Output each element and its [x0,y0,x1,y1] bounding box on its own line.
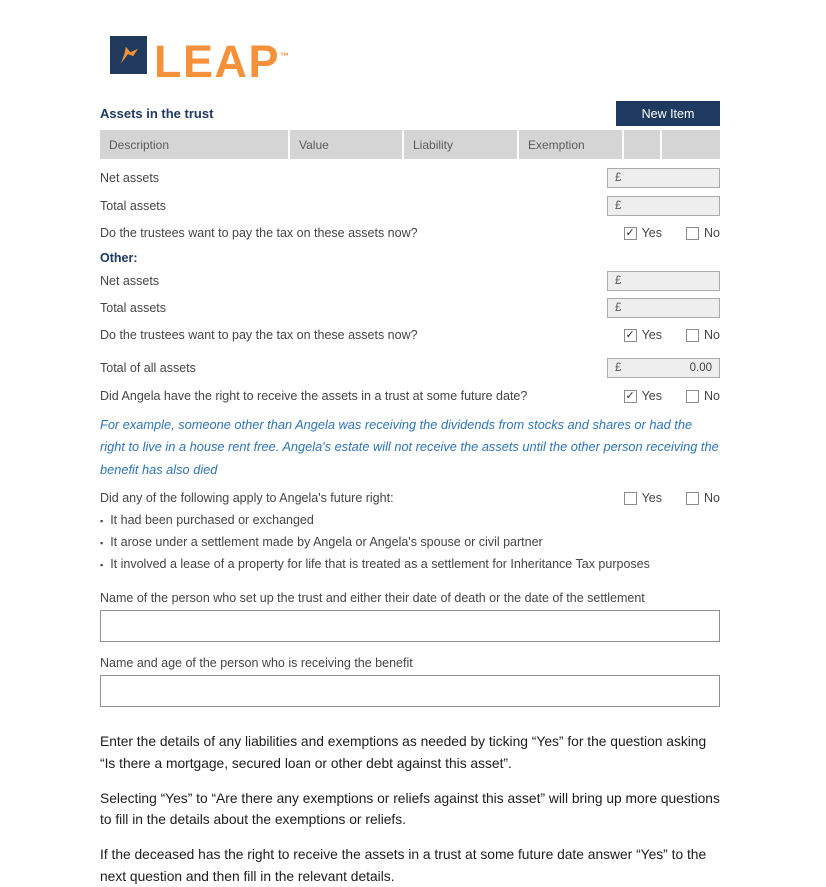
apply-no-checkbox[interactable] [686,492,699,505]
currency-symbol: £ [615,172,622,184]
example-note: For example, someone other than Angela was receiving the dividends from stocks and shares or had the right to live in a house rent free. Angela's estate will not receive the assets until the other person receiving the benefit has also died [100,417,719,477]
other-tax-yes-checkbox[interactable] [624,329,637,342]
other-tax-no-checkbox[interactable] [686,329,699,342]
other-tax-yes-option[interactable] [624,328,662,342]
future-date-question-row [100,389,720,403]
trust-tax-yes-checkbox[interactable] [624,227,637,240]
apply-yes-checkbox[interactable] [624,492,637,505]
settlor-name-input[interactable] [100,610,720,642]
bullet-icon: ▪ [100,516,104,527]
trust-tax-question-row [100,226,720,240]
other-net-assets-row [100,271,720,291]
trust-tax-yes-option[interactable] [624,226,662,240]
list-item: ▪ It involved a lease of a property for life that is treated as a settlement for Inheritance Tax purposes [100,557,650,572]
no-label: No [704,389,720,403]
yes-label: Yes [641,389,663,403]
settlor-name-label: Name of the person who set up the trust and either their date of death or the date of the settlement [100,591,645,606]
leap-logo-mark [110,36,147,74]
currency-symbol: £ [615,275,622,287]
currency-symbol: £ [615,302,622,314]
future-right-apply-question-row [100,491,720,505]
total-all-assets-label: Total of all assets [100,361,196,375]
other-tax-no-option[interactable] [686,328,720,342]
column-header-blank-1 [624,130,660,159]
future-date-no-checkbox[interactable] [686,390,699,403]
future-date-yes-option[interactable] [624,389,662,403]
trust-tax-no-option[interactable] [686,226,720,240]
net-assets-label: Net assets [100,171,160,185]
apply-no-option[interactable] [686,491,720,505]
other-total-assets-input[interactable] [607,298,720,318]
no-label: No [704,328,720,342]
tax-question-label: Do the trustees want to pay the tax on these assets now? [100,328,418,342]
column-header-description: Description [100,130,288,159]
no-label: No [704,491,720,506]
list-item: ▪ It had been purchased or exchanged [100,513,314,528]
yes-label: Yes [641,491,663,506]
beneficiary-name-input[interactable] [100,675,720,707]
bullet-icon: ▪ [100,538,104,549]
yes-label: Yes [641,226,663,240]
trust-total-assets-row [100,196,720,216]
other-tax-question-row [100,328,720,342]
tax-question-label: Do the trustees want to pay the tax on these assets now? [100,226,418,240]
leap-logo [110,36,826,87]
help-paragraph: Selecting “Yes” to “Are there any exemptions or reliefs against this asset” will bring up more questions to fill in the details about the exemptions or reliefs. [100,790,720,828]
bullet-icon: ▪ [100,560,104,571]
trust-total-assets-input[interactable] [607,196,720,216]
currency-symbol: £ [615,200,622,212]
leap-logo-text: LEAP™ [154,36,290,87]
net-assets-label: Net assets [100,274,160,288]
total-assets-label: Total assets [100,301,167,315]
leap-kangaroo-icon [115,42,142,69]
future-date-question-label: Did Angela have the right to receive the assets in a trust at some future date? [100,389,528,403]
section-title: Assets in the trust [100,106,214,121]
help-paragraph: If the deceased has the right to receive the assets in a trust at some future date answer “Yes” to the next question and then fill in the relevant details. [100,847,707,884]
other-section-heading: Other: [100,251,138,265]
other-total-assets-row [100,298,720,318]
currency-symbol: £ [615,362,622,374]
trust-net-assets-input[interactable] [607,168,720,188]
total-all-assets-row [100,358,720,378]
apply-question-label: Did any of the following apply to Angela's future right: [100,491,394,506]
column-header-liability: Liability [404,130,517,159]
total-all-assets-value: 0.00 [689,362,712,374]
new-item-button[interactable]: New Item [616,101,720,126]
help-paragraph: Enter the details of any liabilities and exemptions as needed by ticking “Yes” for the question asking “Is there a mortgage, secured loan or other debt against this asset”. [100,734,707,771]
list-item: ▪ It arose under a settlement made by Angela or Angela's spouse or civil partner [100,535,543,550]
column-header-value: Value [290,130,402,159]
beneficiary-name-label: Name and age of the person who is receiving the benefit [100,656,413,671]
future-date-no-option[interactable] [686,389,720,403]
trust-tax-no-checkbox[interactable] [686,227,699,240]
trust-net-assets-row [100,168,720,188]
apply-yes-option[interactable] [624,491,662,505]
trademark-symbol: ™ [280,51,290,61]
no-label: No [704,226,720,240]
assets-section-header [100,101,720,126]
future-date-yes-checkbox[interactable] [624,390,637,403]
yes-label: Yes [641,328,663,342]
other-net-assets-input[interactable] [607,271,720,291]
column-header-exemption: Exemption [519,130,622,159]
total-all-assets-input[interactable] [607,358,720,378]
total-assets-label: Total assets [100,199,167,213]
assets-table-header [100,130,720,159]
future-right-bullet-list [100,513,720,571]
column-header-blank-2 [662,130,720,159]
